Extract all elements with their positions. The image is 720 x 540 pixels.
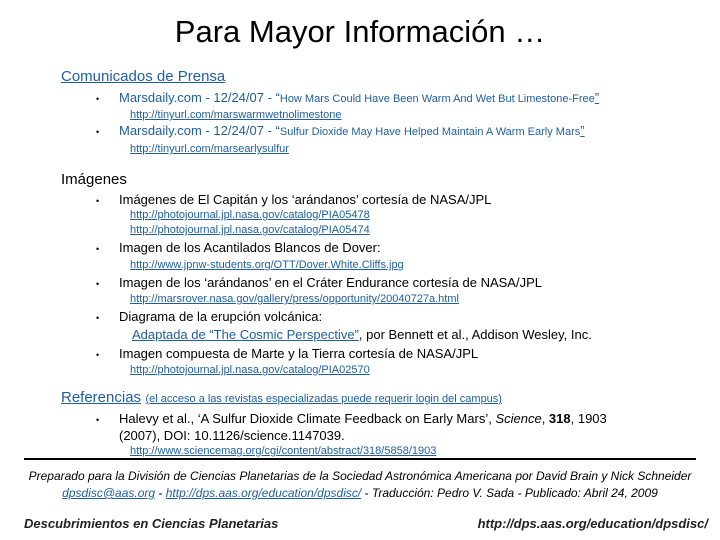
reference-journal: Science (495, 411, 542, 426)
cosmic-perspective-link[interactable]: Adaptada de “The Cosmic Perspective” (132, 327, 359, 342)
footer-left: Descubrimientos en Ciencias Planetarias (24, 516, 279, 531)
bullet: • (96, 279, 100, 289)
diagram-source (132, 327, 592, 342)
press-release-close[interactable]: ” (580, 123, 585, 138)
credits-line-1: Preparado para la División de Ciencias Planetarias de la Sociedad Astronómica Americana por David Brain y Nick Schneider (28, 469, 692, 483)
reference-volume: 318 (548, 411, 571, 426)
credits-rest: - Traducción: Pedro V. Sada - Publicado: Abril 24, 2009 (361, 486, 658, 500)
images-heading: Imágenes (61, 171, 127, 188)
image-5-url[interactable]: http://photojournal.jpl.nasa.gov/catalog/PIA02570 (130, 364, 370, 376)
press-release-headline[interactable]: Sulfur Dioxide May Have Helped Maintain A Warm Early Mars (279, 126, 581, 138)
image-1-url-b[interactable]: http://photojournal.jpl.nasa.gov/catalog/PIA05474 (130, 224, 370, 236)
bullet: • (96, 94, 100, 104)
references-note[interactable]: (el acceso a las revistas especializadas puede requerir login del campus) (145, 393, 502, 405)
press-release-source[interactable]: Marsdaily.com - 12/24/07 - “ (119, 90, 280, 105)
press-release-1[interactable] (119, 90, 599, 105)
bullet: • (96, 196, 100, 206)
bullet: • (96, 127, 100, 137)
press-release-1-url[interactable]: http://tinyurl.com/marswarmwetnolimestone (130, 109, 342, 121)
reference-line-1 (119, 411, 607, 426)
credits-line-2 (0, 486, 720, 500)
press-release-2[interactable] (119, 123, 585, 138)
bullet: • (96, 313, 100, 323)
diagram-source-rest: , por Bennett et al., Addison Wesley, Inc. (358, 327, 592, 342)
references-heading[interactable]: Referencias (61, 389, 142, 406)
press-releases-heading[interactable]: Comunicados de Prensa (61, 68, 226, 85)
image-credit-5: Imagen compuesta de Marte y la Tierra cortesía de NASA/JPL (119, 346, 479, 361)
image-1-url-a[interactable]: http://photojournal.jpl.nasa.gov/catalog/PIA05478 (130, 209, 370, 221)
references-heading-row (61, 389, 502, 407)
image-3-url[interactable]: http://marsrover.nasa.gov/gallery/press/opportunity/20040727a.html (130, 293, 459, 305)
press-release-headline[interactable]: How Mars Could Have Been Warm And Wet But Limestone-Free (279, 93, 595, 105)
bullet: • (96, 244, 100, 254)
reference-line-2: (2007), DOI: 10.1126/science.1147039. (119, 428, 345, 443)
credits-sep: - (155, 486, 166, 500)
press-release-source[interactable]: Marsdaily.com - 12/24/07 - “ (119, 123, 280, 138)
image-credit-4: Diagrama de la erupción volcánica: (119, 309, 323, 324)
bullet: • (96, 415, 100, 425)
image-credit-3: Imagen de los ‘arándanos’ en el Cráter Endurance cortesía de NASA/JPL (119, 275, 542, 290)
page-title: Para Mayor Información … (174, 14, 546, 49)
dps-site-link[interactable]: http://dps.aas.org/education/dpsdisc/ (165, 486, 362, 500)
reference-authors: Halevy et al., ‘A Sulfur Dioxide Climate Feedback on Early Mars’, (119, 411, 496, 426)
bullet: • (96, 350, 100, 360)
footer-right: http://dps.aas.org/education/dpsdisc/ (477, 516, 708, 531)
image-credit-1: Imágenes de El Capitán y los ‘arándanos’ cortesía de NASA/JPL (119, 192, 492, 207)
reference-sep: , (541, 411, 549, 426)
press-release-2-url[interactable]: http://tinyurl.com/marsearlysulfur (130, 143, 289, 155)
divider (24, 458, 696, 460)
image-2-url[interactable]: http://www.jpnw-students.org/OTT/Dover.White.Cliffs.jpg (130, 259, 404, 271)
reference-url[interactable]: http://www.sciencemag.org/cgi/content/abstract/318/5858/1903 (130, 445, 437, 457)
email-link[interactable]: dpsdisc@aas.org (62, 486, 156, 500)
reference-pages: , 1903 (570, 411, 607, 426)
press-release-close[interactable]: ” (594, 90, 600, 105)
image-credit-2: Imagen de los Acantilados Blancos de Dover: (119, 240, 381, 255)
